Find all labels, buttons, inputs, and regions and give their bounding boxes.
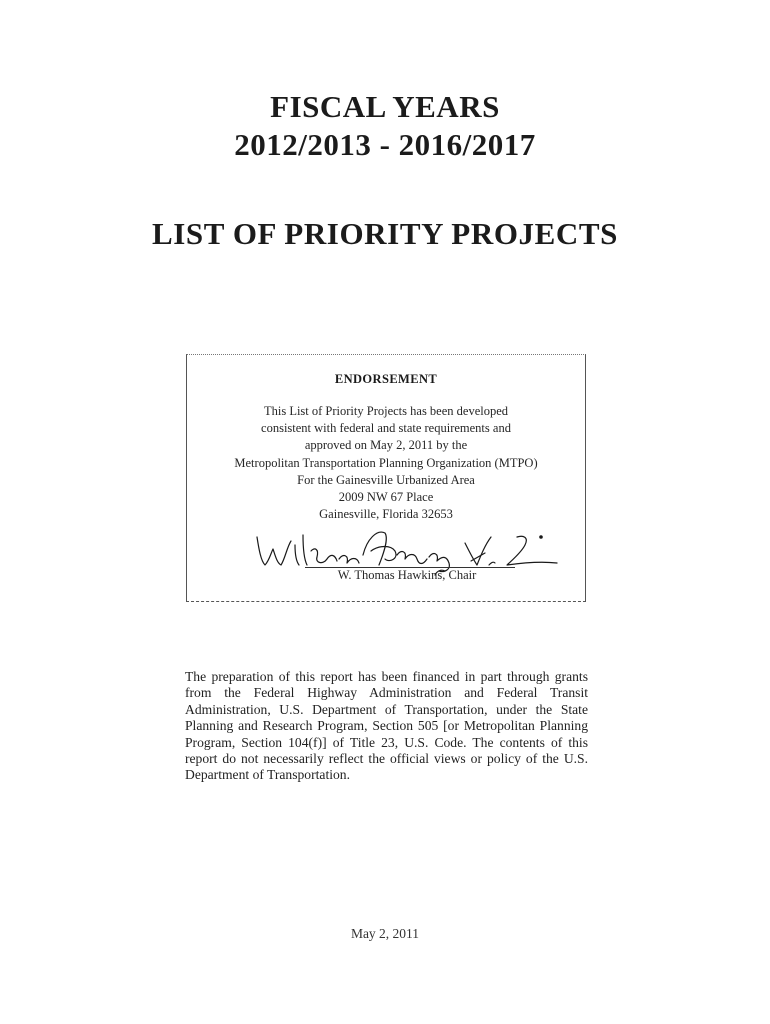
signer-name: W. Thomas Hawkins, Chair — [337, 568, 477, 582]
endorsement-line: Gainesville, Florida 32653 — [319, 507, 453, 522]
footer-date: May 2, 2011 — [350, 926, 420, 941]
endorsement-line: consistent with federal and state requirements and — [261, 421, 511, 436]
endorsement-line: approved on May 2, 2011 by the — [304, 438, 468, 453]
document-heading: LIST OF PRIORITY PROJECTS — [151, 216, 619, 251]
endorsement-line: 2009 NW 67 Place — [338, 490, 434, 505]
funding-disclaimer: The preparation of this report has been financed in part through grants from the Federal Highway Administration and Federal Transit Administration, U.S. Department of Transportation, under the State Planning and Research Program, Section 505 [or Metropolitan Planning Program, Section 104(f)] of Title 23, U.S. Code. The contents of this report do not necessarily reflect the official views or policy of the U.S. Department of Transportation. — [185, 669, 588, 783]
title-block — [0, 88, 770, 164]
title-fiscal-years: FISCAL YEARS — [270, 89, 500, 124]
endorsement-box — [186, 354, 586, 602]
endorsement-line: This List of Priority Projects has been developed — [263, 404, 509, 418]
endorsement-text — [187, 403, 585, 523]
endorsement-line: Metropolitan Transportation Planning Organization (MTPO) — [234, 455, 538, 470]
endorsement-heading: ENDORSEMENT — [334, 372, 438, 386]
endorsement-line: For the Gainesville Urbanized Area — [297, 472, 475, 487]
title-year-range: 2012/2013 - 2016/2017 — [234, 127, 536, 162]
